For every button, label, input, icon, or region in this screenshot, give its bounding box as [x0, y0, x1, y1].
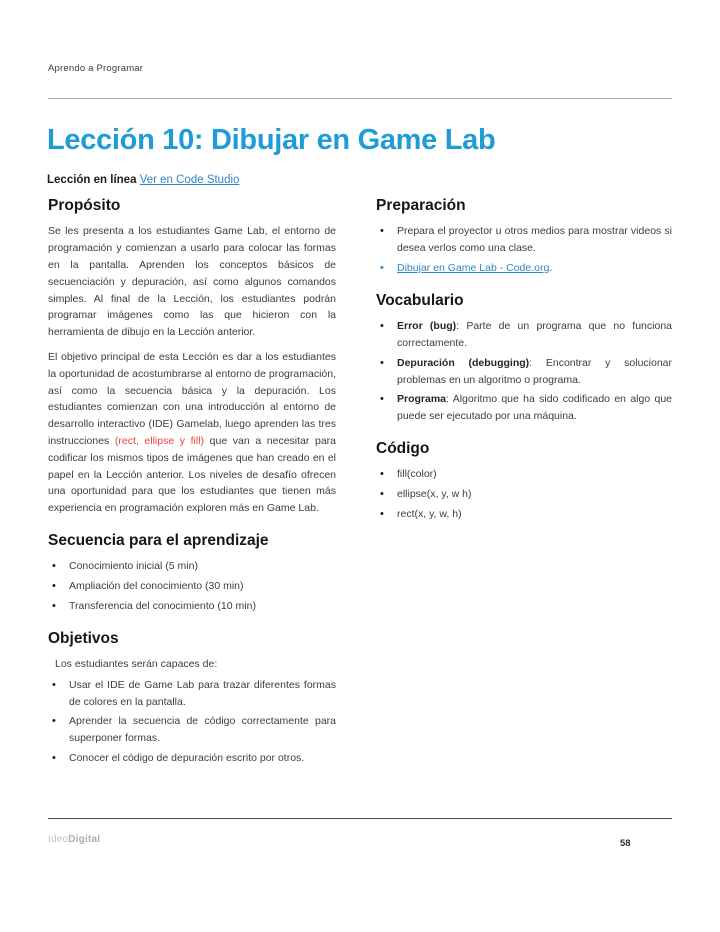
- list-item: • ellipse(x, y, w h): [376, 486, 672, 503]
- vocabulario-heading: Vocabulario: [376, 291, 464, 309]
- list-item: • Conocer el código de depuración escrito por otros.: [48, 750, 336, 767]
- footer-brand: [48, 834, 100, 845]
- vocab-separator: :: [529, 356, 546, 369]
- vocab-separator: :: [446, 393, 453, 406]
- vocab-definition: Algoritmo que ha sido codificado en algo que puede ser ejecutado por una máquina.: [397, 393, 672, 423]
- footer-brand-bold: Digital: [68, 834, 101, 845]
- list-item: [376, 391, 672, 425]
- objetivos-heading: Objetivos: [48, 629, 119, 647]
- vocab-definition: Parte de un programa que no funciona correctamente.: [397, 320, 673, 349]
- vocab-term: Depuración (debugging): [397, 356, 530, 369]
- code-studio-link[interactable]: Ver en Code Studio: [139, 174, 240, 186]
- footer-divider: [48, 818, 672, 819]
- lesson-online-label: Lección en línea: [47, 174, 137, 186]
- proposito-heading: Propósito: [48, 197, 121, 214]
- right-column: [376, 196, 672, 771]
- vocabulario-list: [376, 318, 672, 425]
- list-item: • Prepara el proyector u otros medios para mostrar videos si desea verlos como una clase.: [376, 223, 672, 257]
- header-brand: Aprendo a Programar: [48, 63, 144, 74]
- secuencia-list: [48, 558, 336, 614]
- footer-brand-light: Ideo: [48, 834, 69, 845]
- vocab-definition: Encontrar y solucionar problemas en un algoritmo o programa.: [397, 356, 673, 386]
- proposito-p2-text-before: El objetivo principal de esta Lección es dar a los estudiantes la oportunidad de acostumbrarse al entorno de programación, así como la secuencia básica y la depuración. Los estudiantes comienzan con una introducción al entorno de desarrollo interactivo (IDE) Gamelab, luego aprenden las tres instrucciones: [48, 350, 336, 447]
- list-item: [376, 355, 672, 389]
- proposito-paragraph-1: Se les presenta a los estudiantes Game Lab, el entorno de programación y comienzan a usarlo para colocar las formas en la pantalla. Aprenden los conceptos básicos de secuenciación y depuración, así como algunos comandos simples. Al final de la Lección, los estudiantes podrán programar imágenes como las que hicieron con la herramienta de dibujo en la Lección anterior.: [48, 225, 336, 339]
- vocab-separator: :: [456, 320, 467, 333]
- list-item: • Aprender la secuencia de código correctamente para superponer formas.: [48, 713, 336, 747]
- list-item: • Ampliación del conocimiento (30 min): [48, 578, 336, 595]
- list-item: • Conocimiento inicial (5 min): [48, 558, 336, 575]
- list-item: [376, 318, 672, 352]
- proposito-paragraph-2: [48, 349, 336, 517]
- secuencia-heading: Secuencia para el aprendizaje: [48, 531, 269, 549]
- objetivos-list: [48, 677, 336, 767]
- header-divider: [48, 98, 672, 99]
- list-item-link: [376, 260, 672, 277]
- preparacion-heading: Preparación: [376, 197, 466, 214]
- list-item: • rect(x, y, w, h): [376, 506, 672, 523]
- lesson-online-line: [47, 174, 239, 186]
- page-title: Lección 10: Dibujar en Game Lab: [47, 124, 496, 156]
- link-suffix: .: [549, 261, 553, 274]
- content-columns: [48, 196, 672, 771]
- vocab-term: Programa: [397, 393, 447, 406]
- preparacion-list: [376, 223, 672, 276]
- proposito-p2-code-terms: (rect, ellipse y fill): [114, 434, 205, 447]
- list-item: • Usar el IDE de Game Lab para trazar diferentes formas de colores en la pantalla.: [48, 677, 336, 711]
- codigo-list: [376, 466, 672, 522]
- gamelab-codeorg-link[interactable]: Dibujar en Game Lab - Code.org: [397, 261, 550, 274]
- list-item: • Transferencia del conocimiento (10 min): [48, 598, 336, 615]
- codigo-heading: Código: [376, 439, 430, 457]
- proposito-p2-text-after: que van a necesitar para codificar los mismos tipos de imágenes que han creado en el papel en la Lección anterior. Los niveles de desafío ofrecen una oportunidad para que los estudiantes que tienen más experiencia en programación exploren más en Game Lab.: [48, 434, 336, 515]
- left-column: [48, 196, 336, 771]
- objetivos-intro: Los estudiantes serán capaces de:: [55, 658, 218, 671]
- vocab-term: Error (bug): [397, 320, 457, 333]
- list-item: • fill(color): [376, 466, 672, 483]
- page-number: 58: [620, 838, 631, 849]
